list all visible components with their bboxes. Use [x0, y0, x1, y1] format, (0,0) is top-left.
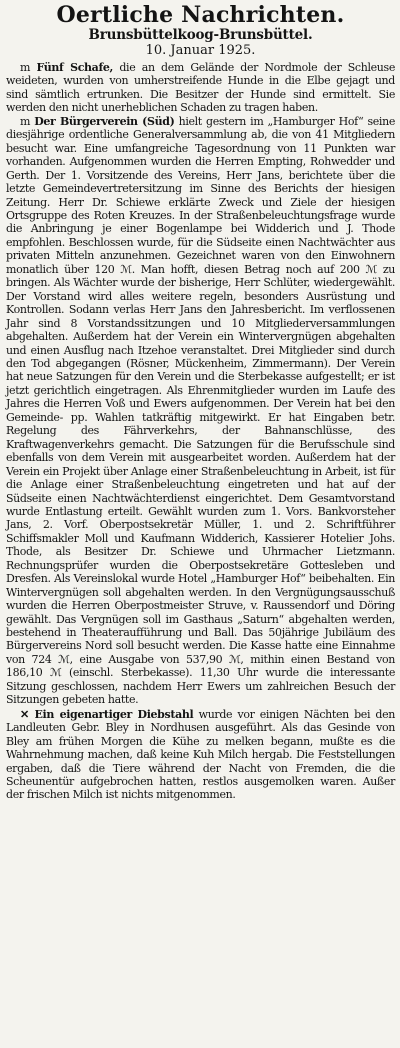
- section-title: Oertliche Nachrichten.: [56, 2, 345, 28]
- article-buergerverein: [6, 115, 395, 707]
- article-body: die an dem Gelände der Nordmole der Schleuse weideten, wurden von umherstreifende Hunde in die Elbe gejagt und sind sämtlich ertrunken. Die Besitzer der Hunde sind ermittelt. Sie werden den nicht unerheblichen Schaden zu tragen haben.: [6, 61, 395, 115]
- article-body: wurde vor einigen Nächten bei den Landleuten Gebr. Bley in Nordhusen ausgeführt. Als das Gesinde von Bley am frühen Morgen die Kühe zu melken begann, mußte es die Wahrnehmung machen, daß keine Kuh Milch hergab. Die Feststellungen ergaben, daß die Tiere während der Nacht von Fremden, die die Scheunentür aufgebrochen hatten, restlos ausgemolken waren. Außer der frischen Milch ist nichts mitgenommen.: [6, 707, 395, 802]
- article-body: hielt gestern im „Hamburger Hof“ seine diesjährige ordentliche Generalversammlung ab, die von 41 Mitgliedern besucht war. Eine umfangreiche Tagesordnung von 11 Punkten war vorhanden. Aufgenommen wurden die Herren Empting, Rohwedder und Gerth. Der 1. Vorsitzende des Vereins, Herr Jans, berichtete über die letzte Gemeindevertretersitzung im Sinne des Berichts der hiesigen Zeitung. Herr Dr. Schiewe erklärte Zweck und Ziele der hiesigen Ortsgruppe des Roten Kreuzes. In der Straßenbeleuchtungsfrage wurde die Anbringung je einer Bogenlampe bei Widderich und J. Thode empfohlen. Beschlossen wurde, für die Südseite einen Nachtwächter aus privaten Mitteln anzunehmen. Gezeichnet waren von den Einwohnern monatlich über 120 ℳ. Man hofft, diesen Betrag noch auf 200 ℳ zu bringen. Als Wächter wurde der bisherige, Herr Schlüter, wiedergewählt. Der Vorstand wird alles weitere regeln, besonders Ausrüstung und Kontrollen. Sodann verlas Herr Jans den Jahresbericht. Im verflossenen Jahr sind 8 Vorstandssitzungen und 10 Mitgliederversammlungen abgehalten. Außerdem hat der Verein ein Wintervergnügen abgehalten und einen Ausflug nach Itzehoe veranstaltet. Drei Mitglieder sind durch den Tod abgegangen (Rösner, Mückenheim, Zimmermann). Der Verein hat neue Satzungen für den Verein und die Sterbekasse aufgestellt; er ist jetzt gerichtlich eingetragen. Als Ehrenmitglieder wurden im Laufe des Jahres die Herren Voß und Ewers aufgenommen. Der Verein hat bei den Gemeinde- pp. Wahlen tatkräftig mitgewirkt. Er hat Eingaben betr. Regelung des Fährverkehrs, der Bahnanschlüsse, des Kraftwagenverkehrs gemacht. Die Satzungen für die Berufsschule sind ebenfalls von dem Verein mit ausgearbeitet worden. Außerdem hat der Verein ein Projekt über Anlage einer Straßenbeleuchtung in Arbeit, ist für die Anlage einer Straßenbeleuchtung eingetreten und hat auf der Südseite einen Nachtwächterdienst eingerichtet. Dem Gesamtvorstand wurde Entlastung erteilt. Gewählt wurden zum 1. Vors. Bankvorsteher Jans, 2. Vorf. Oberpostsekretär Müller, 1. und 2. Schriftführer Schiffsmakler Moll und Kaufmann Widderich, Kassierer Hotelier Johs. Thode, als Besitzer Dr. Schiewe und Uhrmacher Lietzmann. Rechnungsprüfer wurden die Oberpostsekretäre Gottesleben und Dresfen. Als Vereinslokal wurde Hotel „Hamburger Hof“ beibehalten. Ein Wintervergnügen soll abgehalten werden. In den Vergnügungsausschuß wurden die Herren Oberpostmeister Struve, v. Raussendorf und Döring gewählt. Das Vergnügen soll im Gasthaus „Saturn“ abgehalten werden, bestehend in Theateraufführung und Ball. Das 50jährige Jubiläum des Bürgervereins Nord soll besucht werden. Die Kasse hatte eine Einnahme von 724 ℳ, eine Ausgabe von 537,90 ℳ, mithin einen Bestand von 186,10 ℳ (einschl. Sterbekasse). 11,30 Uhr wurde die interessante Sitzung geschlossen, nachdem Herr Ewers um zahlreichen Besuch der Sitzungen gebeten hatte.: [6, 114, 395, 707]
- dateline: Brunsbüttelkoog-Brunsbüttel.: [88, 27, 313, 43]
- article-marker: m: [20, 114, 35, 128]
- article-headline: Fünf Schafe,: [36, 61, 113, 74]
- article-headline: Ein eigenartiger Diebstahl: [34, 707, 194, 721]
- date-line: 10. Januar 1925.: [145, 43, 256, 58]
- article-diebstahl: [6, 708, 395, 802]
- article-headline: Der Bürgerverein (Süd): [34, 114, 175, 128]
- article-marker: ✕: [20, 707, 35, 721]
- article-schafe: [6, 61, 395, 115]
- article-marker: m: [20, 61, 37, 74]
